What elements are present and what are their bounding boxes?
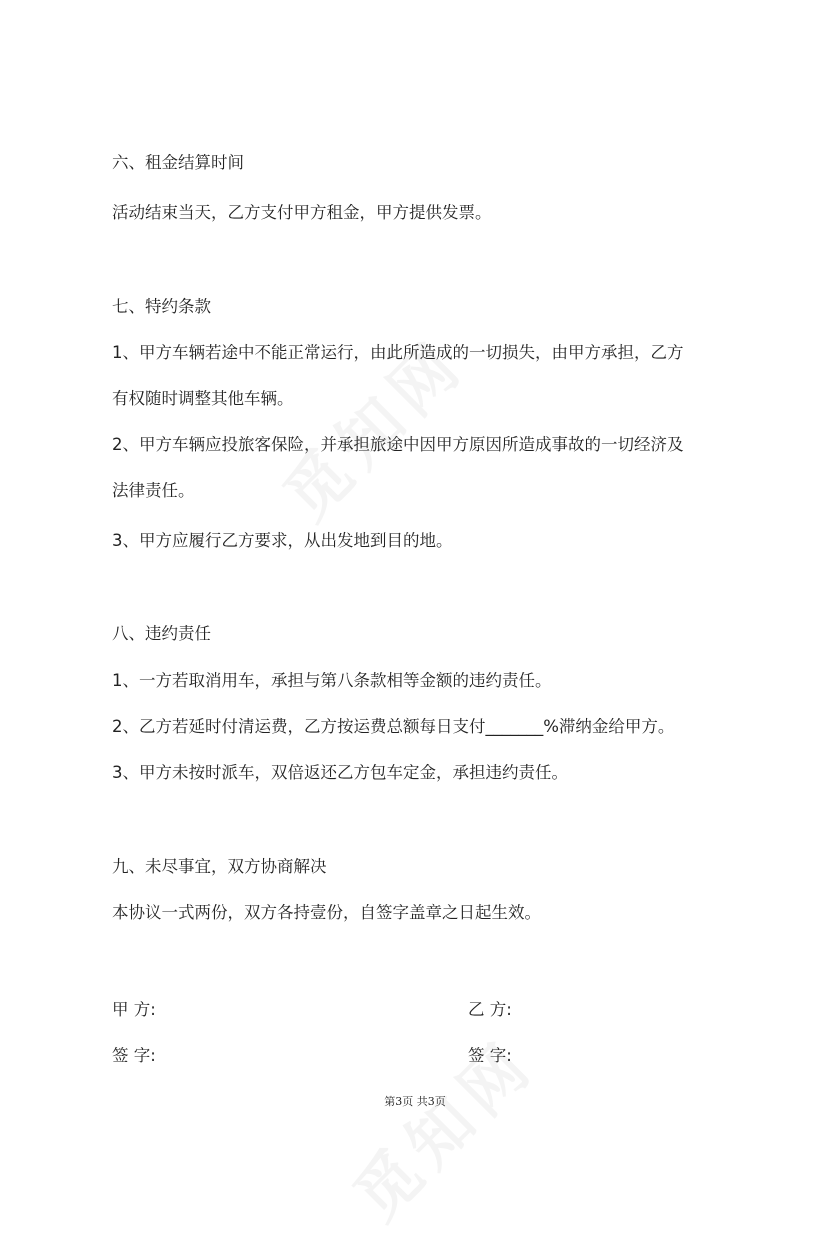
paragraph: 法律责任。 bbox=[112, 481, 195, 500]
party-b-label: 乙 方: bbox=[468, 1000, 512, 1019]
paragraph: 3、甲方应履行乙方要求，从出发地到目的地。 bbox=[112, 531, 453, 550]
paragraph: 2、甲方车辆应投旅客保险，并承担旅途中因甲方原因所造成事故的一切经济及 bbox=[112, 435, 684, 454]
party-b-signature-label: 签 字: bbox=[468, 1046, 512, 1065]
section-heading: 七、特约条款 bbox=[112, 297, 211, 316]
section-heading: 九、未尽事宜，双方协商解决 bbox=[112, 857, 327, 876]
paragraph: 2、乙方若延时付清运费，乙方按运费总额每日支付_______%滞纳金给甲方。 bbox=[112, 717, 675, 736]
watermark bbox=[330, 1015, 552, 1237]
paragraph: 有权随时调整其他车辆。 bbox=[112, 389, 294, 408]
page-number: 第3页 共3页 bbox=[384, 1095, 446, 1108]
paragraph: 活动结束当天，乙方支付甲方租金，甲方提供发票。 bbox=[112, 203, 492, 222]
section-heading: 八、违约责任 bbox=[112, 624, 211, 643]
party-a-label: 甲 方: bbox=[112, 1000, 156, 1019]
paragraph: 3、甲方未按时派车，双倍返还乙方包车定金，承担违约责任。 bbox=[112, 763, 568, 782]
paragraph: 1、一方若取消用车，承担与第八条款相等金额的违约责任。 bbox=[112, 671, 552, 690]
paragraph: 本协议一式两份，双方各持壹份，自签字盖章之日起生效。 bbox=[112, 903, 541, 922]
paragraph: 1、甲方车辆若途中不能正常运行，由此所造成的一切损失，由甲方承担，乙方 bbox=[112, 343, 684, 362]
party-a-signature-label: 签 字: bbox=[112, 1046, 156, 1065]
section-heading: 六、租金结算时间 bbox=[112, 153, 244, 172]
